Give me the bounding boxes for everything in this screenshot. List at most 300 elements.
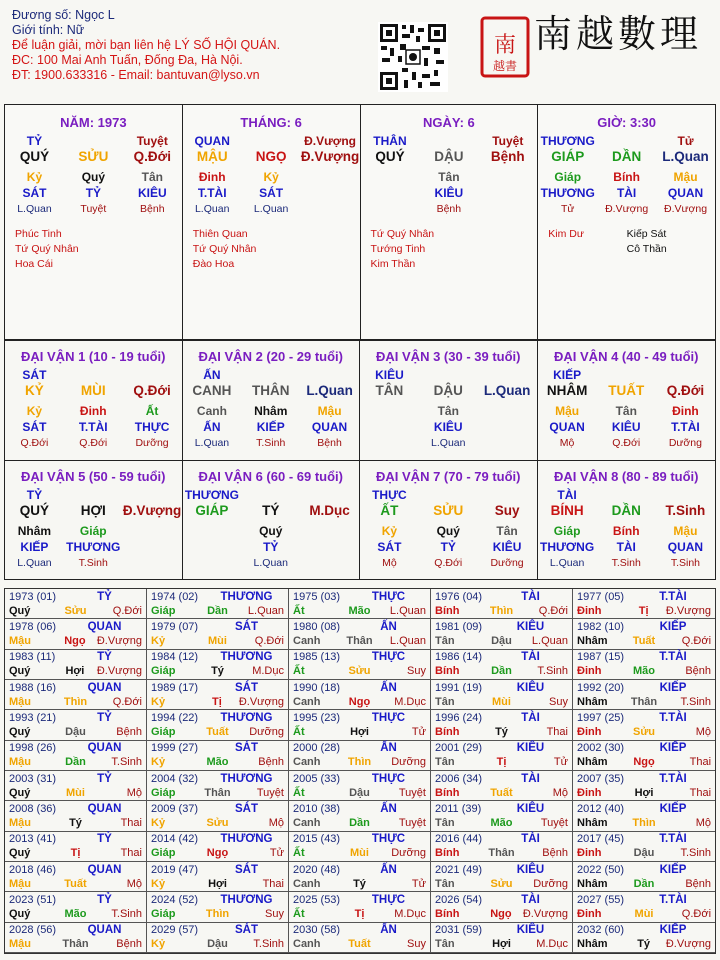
cell-value: QUÝ bbox=[19, 149, 50, 164]
cell-value: Bính bbox=[613, 170, 640, 184]
year-stage: Thai bbox=[120, 816, 142, 829]
year-god: SÁT bbox=[235, 620, 258, 633]
cell-value bbox=[361, 185, 420, 201]
cell-value: Ất bbox=[145, 404, 159, 418]
dai-van-cell bbox=[183, 340, 361, 460]
year-stage: Đ.Vượng bbox=[665, 604, 711, 617]
year-god: T.TÀI bbox=[659, 590, 687, 603]
star-label: Hoa Cái bbox=[15, 258, 53, 270]
cell-value: BÍNH bbox=[550, 502, 584, 518]
year-stage: Bệnh bbox=[116, 938, 142, 951]
cell-value: L.Quan bbox=[17, 203, 52, 215]
year-stage: Suy bbox=[549, 695, 568, 708]
year-label: 2013 (41) bbox=[9, 833, 57, 846]
year-god: THƯƠNG bbox=[220, 833, 273, 846]
year-cell bbox=[573, 832, 715, 862]
cell-value: SÁT bbox=[377, 539, 402, 554]
cell-value: TÀI bbox=[616, 186, 637, 200]
year-cell bbox=[5, 862, 147, 892]
year-god: KIẾP bbox=[659, 742, 687, 755]
year-branch: Mão bbox=[490, 816, 513, 829]
year-branch: Thân bbox=[346, 634, 373, 647]
cell-value: L.Quan bbox=[483, 383, 531, 398]
cell-value: Nhâm bbox=[254, 404, 288, 418]
year-stem: Canh bbox=[293, 695, 321, 708]
dai-van-god: SÁT bbox=[22, 368, 47, 382]
dai-van-cell bbox=[360, 460, 538, 580]
year-branch: Mùi bbox=[66, 786, 85, 799]
year-cell bbox=[5, 710, 147, 740]
cell-value: MÙI bbox=[80, 383, 106, 398]
year-god: TÀI bbox=[521, 772, 540, 785]
year-cell bbox=[431, 741, 573, 771]
cell-value: Đinh bbox=[79, 404, 107, 418]
cell-value bbox=[478, 201, 537, 217]
year-branch: Mão bbox=[64, 907, 87, 920]
year-stage: Tử bbox=[411, 725, 426, 738]
year-stem: Giáp bbox=[151, 786, 176, 799]
cell-value: L.Quan bbox=[253, 556, 288, 569]
year-branch: Tý bbox=[353, 877, 366, 890]
year-god: TÀI bbox=[521, 893, 540, 906]
cell-value: DẬU bbox=[434, 149, 464, 164]
year-god: SÁT bbox=[235, 742, 258, 755]
year-stage: Tử bbox=[269, 847, 284, 860]
pillar-column bbox=[183, 105, 361, 339]
year-stage: Q.Đới bbox=[681, 907, 712, 920]
year-stem: Mậu bbox=[9, 634, 31, 647]
year-branch: Tị bbox=[70, 847, 81, 860]
cell-value: L.Quan bbox=[549, 556, 585, 569]
year-label: 2000 (28) bbox=[293, 742, 341, 755]
year-label: 2030 (58) bbox=[293, 924, 341, 937]
year-branch: Sửu bbox=[348, 665, 371, 678]
year-branch: Tý bbox=[637, 938, 651, 951]
year-cell bbox=[431, 619, 573, 649]
cell-value: Mộ bbox=[559, 437, 575, 449]
year-stem: Canh bbox=[293, 816, 321, 829]
year-god: TÀI bbox=[521, 590, 540, 603]
year-cell bbox=[147, 771, 289, 801]
year-label: 1985 (13) bbox=[293, 651, 341, 664]
year-stem: Ất bbox=[293, 604, 305, 617]
cell-value: L.Quan bbox=[17, 556, 52, 569]
cell-value: DẦN bbox=[611, 149, 642, 164]
year-stage: Suy bbox=[407, 938, 426, 951]
year-stage: Suy bbox=[265, 907, 284, 920]
year-label: 1997 (25) bbox=[577, 711, 625, 724]
cell-value: MẬU bbox=[196, 149, 228, 164]
year-label: 2024 (52) bbox=[151, 893, 199, 906]
year-god: T.TÀI bbox=[659, 833, 687, 846]
dai-van-title: ĐẠI VẬN 2 (20 - 29 tuổi) bbox=[198, 349, 343, 364]
year-branch: Dậu bbox=[207, 938, 228, 951]
year-god: ẤN bbox=[380, 742, 397, 755]
cell-value: THƯƠNG bbox=[66, 539, 121, 554]
year-branch: Tị bbox=[211, 695, 222, 708]
cell-value: Quý bbox=[81, 170, 106, 184]
year-label: 1974 (02) bbox=[151, 590, 199, 603]
year-stage: Mộ bbox=[126, 877, 142, 890]
year-label: 2005 (33) bbox=[293, 772, 341, 785]
cell-value: KIÊU bbox=[611, 420, 641, 434]
year-god: KIẾP bbox=[659, 620, 687, 633]
cell-value: Kỷ bbox=[26, 404, 43, 418]
star-label: Tứ Quý Nhân bbox=[15, 243, 79, 255]
year-branch: Thìn bbox=[63, 695, 88, 708]
cell-value: KIẾP bbox=[256, 420, 285, 434]
year-label: 2008 (36) bbox=[9, 802, 57, 815]
year-stem: Ất bbox=[293, 665, 305, 678]
year-cell bbox=[431, 710, 573, 740]
star-label: Tướng Tinh bbox=[370, 243, 426, 255]
year-label: 1977 (05) bbox=[577, 590, 625, 603]
year-cell bbox=[431, 923, 573, 953]
year-cell bbox=[147, 801, 289, 831]
year-stage: Mộ bbox=[552, 786, 568, 799]
year-stem: Đinh bbox=[577, 786, 602, 799]
year-stage: T.Sinh bbox=[680, 847, 712, 860]
star-label: Tứ Quý Nhân bbox=[192, 243, 257, 255]
dai-van-god: TỶ bbox=[26, 487, 43, 502]
year-label: 2029 (57) bbox=[151, 924, 199, 937]
year-cell bbox=[289, 832, 431, 862]
cell-value: GIÁP bbox=[195, 502, 229, 518]
cell-value: Kỷ bbox=[26, 170, 43, 184]
year-label: 2010 (38) bbox=[293, 802, 341, 815]
year-god: SÁT bbox=[235, 802, 258, 815]
year-stem: Canh bbox=[293, 756, 321, 769]
year-stem: Canh bbox=[293, 634, 321, 647]
cell-value bbox=[478, 185, 537, 201]
cell-value: Canh bbox=[196, 404, 227, 418]
year-cell bbox=[289, 923, 431, 953]
pillar-column bbox=[538, 105, 715, 339]
cell-value: HỢI bbox=[80, 502, 106, 518]
year-label: 2012 (40) bbox=[577, 802, 625, 815]
year-god: THƯƠNG bbox=[220, 772, 273, 785]
cell-value: TỶ bbox=[85, 186, 102, 200]
cell-value: THỰC bbox=[134, 420, 170, 434]
year-god: ẤN bbox=[380, 620, 397, 633]
year-branch: Hợi bbox=[634, 786, 654, 799]
year-branch: Mùi bbox=[350, 847, 369, 860]
cell-value: L.Quan bbox=[662, 149, 709, 164]
year-label: 2023 (51) bbox=[9, 893, 57, 906]
year-cell bbox=[289, 771, 431, 801]
year-stage: Đ.Vượng bbox=[522, 907, 568, 920]
cell-value: Dưỡng bbox=[490, 556, 524, 569]
year-branch: Mão bbox=[633, 665, 655, 678]
dai-van-title: ĐẠI VẬN 8 (80 - 89 tuổi) bbox=[554, 468, 699, 484]
year-stem: Mậu bbox=[9, 816, 31, 829]
cell-value: Đ.Vượng bbox=[663, 203, 708, 215]
year-stage: Bệnh bbox=[542, 847, 568, 860]
year-label: 1998 (26) bbox=[9, 742, 57, 755]
year-label: 1980 (08) bbox=[293, 620, 341, 633]
year-stem: Mậu bbox=[9, 756, 31, 769]
year-god: T.TÀI bbox=[659, 772, 687, 785]
year-god: QUAN bbox=[87, 681, 122, 694]
cell-value: DẦN bbox=[611, 502, 641, 518]
year-stem: Nhâm bbox=[577, 756, 608, 769]
pillar-column bbox=[361, 105, 539, 339]
cell-value: Quý bbox=[436, 523, 460, 538]
year-stage: M.Dục bbox=[252, 665, 284, 678]
year-label: 2001 (29) bbox=[435, 742, 483, 755]
year-branch: Dần bbox=[633, 877, 655, 890]
cell-value bbox=[360, 403, 419, 419]
year-cell bbox=[573, 650, 715, 680]
brand-calligraphy: 南越數理 bbox=[534, 12, 703, 56]
year-stem: Mậu bbox=[9, 877, 31, 890]
year-label: 1978 (06) bbox=[9, 620, 57, 633]
cell-value: Mộ bbox=[382, 556, 397, 569]
cell-value bbox=[300, 555, 359, 571]
year-branch: Mùi bbox=[208, 634, 227, 647]
year-stem: Quý bbox=[9, 786, 31, 799]
cell-value: Tân bbox=[438, 170, 460, 184]
year-branch: Dậu bbox=[65, 725, 86, 738]
year-label: 2009 (37) bbox=[151, 802, 199, 815]
cell-value bbox=[478, 419, 537, 435]
year-cell bbox=[289, 650, 431, 680]
cell-value: Q.Đới bbox=[666, 383, 705, 398]
year-stage: Thai bbox=[546, 725, 568, 738]
year-stem: Kỷ bbox=[151, 938, 166, 951]
contact-phone-email: ĐT: 1900.633316 - Email: bantuvan@lyso.vn bbox=[12, 68, 260, 82]
cell-value: QUAN bbox=[194, 134, 230, 148]
year-label: 1984 (12) bbox=[151, 651, 199, 664]
year-label: 1995 (23) bbox=[293, 711, 341, 724]
cell-value bbox=[478, 403, 537, 419]
year-stem: Giáp bbox=[151, 847, 176, 860]
year-cell bbox=[5, 832, 147, 862]
year-branch: Hợi bbox=[208, 877, 227, 890]
year-label: 2015 (43) bbox=[293, 833, 341, 846]
year-stage: Thai bbox=[689, 786, 712, 799]
cell-value: Đinh bbox=[198, 170, 226, 184]
year-branch: Tuất bbox=[348, 938, 371, 951]
year-cell bbox=[431, 771, 573, 801]
cell-value: TỶ bbox=[440, 539, 456, 554]
year-cell bbox=[147, 710, 289, 740]
year-label: 2022 (50) bbox=[577, 863, 625, 876]
cell-value: Tân bbox=[141, 170, 163, 184]
cell-value: ẤT bbox=[380, 502, 399, 518]
year-branch: Tý bbox=[211, 665, 224, 678]
year-stem: Tân bbox=[435, 816, 455, 829]
year-branch: Mão bbox=[206, 756, 229, 769]
dai-van-god: KIÊU bbox=[375, 368, 404, 382]
year-stage: M.Dục bbox=[394, 695, 426, 708]
cell-value: Q.Đới bbox=[20, 437, 49, 449]
year-branch: Thân bbox=[204, 786, 231, 799]
year-label: 2031 (59) bbox=[435, 924, 483, 937]
year-stem: Kỷ bbox=[151, 816, 166, 829]
year-stage: M.Dục bbox=[394, 907, 426, 920]
cell-value: QUAN bbox=[667, 539, 704, 554]
year-god: KIÊU bbox=[516, 924, 545, 937]
year-label: 1982 (10) bbox=[577, 620, 625, 633]
year-stem: Quý bbox=[9, 725, 31, 738]
year-cell bbox=[5, 650, 147, 680]
year-stage: L.Quan bbox=[389, 634, 426, 647]
year-stage: Mộ bbox=[695, 725, 712, 738]
year-god: THỰC bbox=[371, 772, 406, 785]
year-stem: Tân bbox=[435, 695, 455, 708]
year-god: KIẾP bbox=[659, 802, 687, 815]
cell-value bbox=[64, 133, 123, 149]
year-branch: Ngọ bbox=[633, 756, 655, 769]
cell-value: TỶ bbox=[263, 539, 279, 554]
cell-value: Tân bbox=[437, 404, 459, 418]
special-stars bbox=[361, 227, 538, 272]
cell-value: KIÊU bbox=[137, 186, 167, 200]
year-stem: Tân bbox=[435, 756, 455, 769]
dai-van-god: TÀI bbox=[557, 487, 577, 502]
cell-value: Q.Đới bbox=[133, 383, 171, 398]
year-branch: Tuất bbox=[206, 725, 229, 738]
cell-value: Dưỡng bbox=[135, 437, 169, 449]
year-stage: Thai bbox=[262, 877, 284, 890]
year-stage: Thai bbox=[120, 847, 142, 860]
year-branch: Tý bbox=[69, 816, 82, 829]
year-branch: Ngọ bbox=[490, 907, 512, 920]
year-stem: Giáp bbox=[151, 725, 176, 738]
year-stage: Thai bbox=[689, 756, 712, 769]
pillar-column bbox=[5, 105, 183, 339]
year-cell bbox=[5, 801, 147, 831]
year-stem: Nhâm bbox=[577, 816, 608, 829]
cell-value: GIÁP bbox=[551, 149, 585, 164]
year-god: QUAN bbox=[87, 742, 122, 755]
year-god: KIẾP bbox=[659, 681, 687, 694]
year-branch: Hợi bbox=[65, 665, 85, 678]
cell-value: THÂN bbox=[251, 383, 290, 398]
cell-value: Tử bbox=[677, 134, 694, 148]
star-label: Kim Thần bbox=[370, 258, 416, 270]
year-cell bbox=[147, 892, 289, 922]
year-label: 1983 (11) bbox=[9, 651, 56, 664]
dai-van-cell bbox=[183, 460, 361, 580]
year-stage: Tử bbox=[411, 877, 426, 890]
year-stem: Nhâm bbox=[577, 695, 608, 708]
year-god: TỶ bbox=[97, 590, 112, 603]
year-stage: Tuyệt bbox=[398, 816, 426, 829]
cell-value: THÂN bbox=[373, 134, 407, 148]
cell-value: Tuyệt bbox=[80, 203, 107, 215]
year-cell bbox=[5, 923, 147, 953]
year-stem: Mậu bbox=[9, 938, 31, 951]
year-cell bbox=[5, 589, 147, 619]
year-branch: Tị bbox=[496, 756, 507, 769]
cell-value: Bệnh bbox=[436, 203, 462, 215]
year-branch: Dần bbox=[349, 816, 370, 829]
cell-value: Đ.Vượng bbox=[605, 203, 649, 215]
year-cell bbox=[289, 680, 431, 710]
year-label: 2032 (60) bbox=[577, 924, 625, 937]
cell-value: L.Quan bbox=[194, 437, 230, 449]
year-branch: Hợi bbox=[492, 938, 511, 951]
cell-value: Q.Đới bbox=[612, 437, 641, 449]
qr-code-icon bbox=[378, 22, 448, 92]
year-branch: Mùi bbox=[492, 695, 511, 708]
cell-value bbox=[183, 555, 242, 571]
year-label: 2006 (34) bbox=[435, 772, 483, 785]
year-stage: Suy bbox=[407, 665, 426, 678]
cell-value: T.Sinh bbox=[256, 437, 286, 449]
year-branch: Ngọ bbox=[348, 695, 371, 708]
dai-van-table bbox=[4, 340, 716, 580]
year-stem: Bính bbox=[435, 725, 460, 738]
year-stage: Đ.Vượng bbox=[238, 695, 284, 708]
year-stem: Kỷ bbox=[151, 877, 166, 890]
year-label: 1992 (20) bbox=[577, 681, 625, 694]
cell-value: Đinh bbox=[672, 404, 699, 418]
year-stage: Dưỡng bbox=[391, 847, 426, 860]
cell-value: T.TÀI bbox=[671, 420, 700, 434]
cell-value: THƯƠNG bbox=[540, 134, 595, 148]
year-label: 1996 (24) bbox=[435, 711, 483, 724]
year-stem: Nhâm bbox=[577, 634, 608, 647]
year-cell bbox=[147, 832, 289, 862]
dai-van-title: ĐẠI VẬN 1 (10 - 19 tuổi) bbox=[21, 349, 166, 364]
year-branch: Mùi bbox=[634, 907, 654, 920]
cell-value bbox=[597, 133, 656, 149]
year-branch: Tị bbox=[354, 907, 365, 920]
cell-value: Dưỡng bbox=[668, 437, 702, 449]
year-stem: Đinh bbox=[577, 725, 602, 738]
cell-value: L.Quan bbox=[194, 203, 230, 215]
pillar-title: NGÀY: 6 bbox=[422, 115, 475, 130]
year-god: KIÊU bbox=[516, 681, 545, 694]
year-stem: Kỷ bbox=[151, 634, 166, 647]
star-label: Thiên Quan bbox=[192, 228, 248, 240]
year-stem: Đinh bbox=[577, 907, 602, 920]
cell-value: ẤN bbox=[203, 420, 221, 434]
year-cell bbox=[431, 589, 573, 619]
pillar-title: NĂM: 1973 bbox=[60, 115, 127, 130]
cell-value: CANH bbox=[192, 383, 232, 398]
four-pillars-table bbox=[4, 104, 716, 340]
year-cell bbox=[289, 862, 431, 892]
year-cell bbox=[431, 680, 573, 710]
year-stage: Dưỡng bbox=[391, 756, 426, 769]
cell-value bbox=[361, 201, 420, 217]
year-god: KIÊU bbox=[516, 863, 545, 876]
year-god: ẤN bbox=[380, 681, 397, 694]
year-label: 2018 (46) bbox=[9, 863, 57, 876]
cell-value: SỬU bbox=[78, 149, 109, 164]
cell-value: NHÂM bbox=[546, 383, 588, 398]
year-stem: Đinh bbox=[577, 604, 602, 617]
cell-value: L.Quan bbox=[306, 383, 353, 398]
year-god: TỶ bbox=[97, 772, 112, 785]
year-branch: Dậu bbox=[491, 634, 512, 647]
year-cell bbox=[573, 771, 715, 801]
year-cell bbox=[431, 862, 573, 892]
year-stem: Đinh bbox=[577, 665, 602, 678]
cell-value: TỶ bbox=[26, 134, 43, 148]
year-stem: Nhâm bbox=[577, 877, 608, 890]
year-branch: Ngọ bbox=[206, 847, 229, 860]
year-stage: Tuyệt bbox=[540, 816, 568, 829]
cell-value: TÂN bbox=[375, 383, 404, 398]
cell-value: TÝ bbox=[262, 502, 280, 518]
year-stem: Giáp bbox=[151, 604, 176, 617]
cell-value: Mậu bbox=[673, 170, 698, 184]
